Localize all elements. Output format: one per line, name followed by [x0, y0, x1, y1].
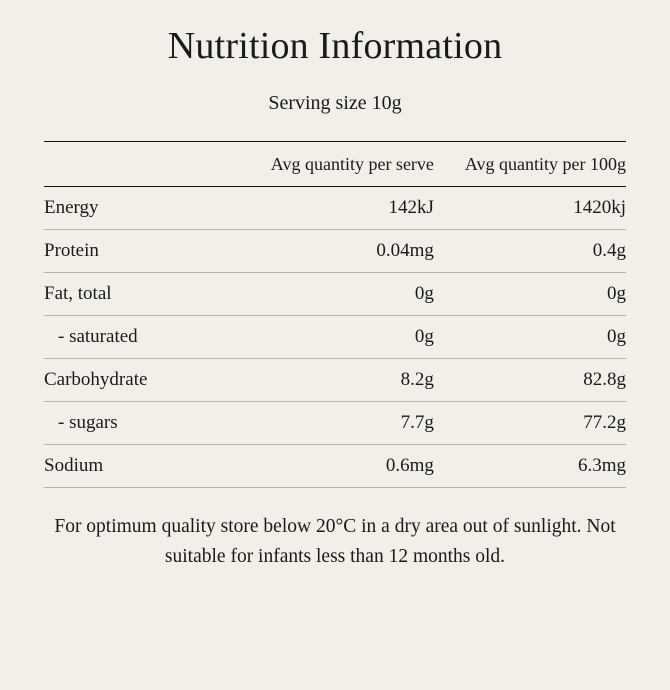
nutrient-value-per-100g: 0g: [434, 272, 626, 315]
nutrient-value-per-serve: 7.7g: [242, 401, 434, 444]
nutrient-value-per-serve: 0g: [242, 315, 434, 358]
page-title: Nutrition Information: [167, 25, 503, 67]
nutrient-value-per-100g: 82.8g: [434, 358, 626, 401]
table-header: [44, 141, 626, 186]
nutrient-value-per-serve: 0g: [242, 272, 434, 315]
nutrient-value-per-serve: 0.04mg: [242, 229, 434, 272]
table-header-row: [44, 141, 626, 186]
nutrient-value-per-serve: 142kJ: [242, 186, 434, 229]
column-header-nutrient: [44, 141, 242, 186]
nutrient-label: Protein: [44, 229, 242, 272]
nutrient-label: Carbohydrate: [44, 358, 242, 401]
nutrient-label: Fat, total: [44, 272, 242, 315]
column-header-per-100g: Avg quantity per 100g: [434, 141, 626, 186]
nutrient-value-per-100g: 77.2g: [434, 401, 626, 444]
nutrient-label: Energy: [44, 186, 242, 229]
table-row: [44, 358, 626, 401]
table-row: [44, 444, 626, 487]
table-row: [44, 401, 626, 444]
nutrient-label: - sugars: [44, 401, 242, 444]
table-row: [44, 272, 626, 315]
table-row: [44, 315, 626, 358]
storage-footnote: For optimum quality store below 20°C in a dry area out of sunlight. Not suitable for infants less than 12 months old.: [54, 515, 616, 568]
table-body: [44, 186, 626, 487]
serving-size-text: Serving size 10g: [268, 91, 402, 114]
nutrient-value-per-serve: 8.2g: [242, 358, 434, 401]
nutrient-value-per-100g: 1420kj: [434, 186, 626, 229]
table-row: [44, 229, 626, 272]
nutrition-table: [44, 141, 626, 488]
nutrient-label: - saturated: [44, 315, 242, 358]
column-header-per-serve: Avg quantity per serve: [242, 141, 434, 186]
table-row: [44, 186, 626, 229]
nutrient-value-per-100g: 0g: [434, 315, 626, 358]
nutrient-label: Sodium: [44, 444, 242, 487]
nutrient-value-per-serve: 0.6mg: [242, 444, 434, 487]
nutrient-value-per-100g: 0.4g: [434, 229, 626, 272]
nutrient-value-per-100g: 6.3mg: [434, 444, 626, 487]
